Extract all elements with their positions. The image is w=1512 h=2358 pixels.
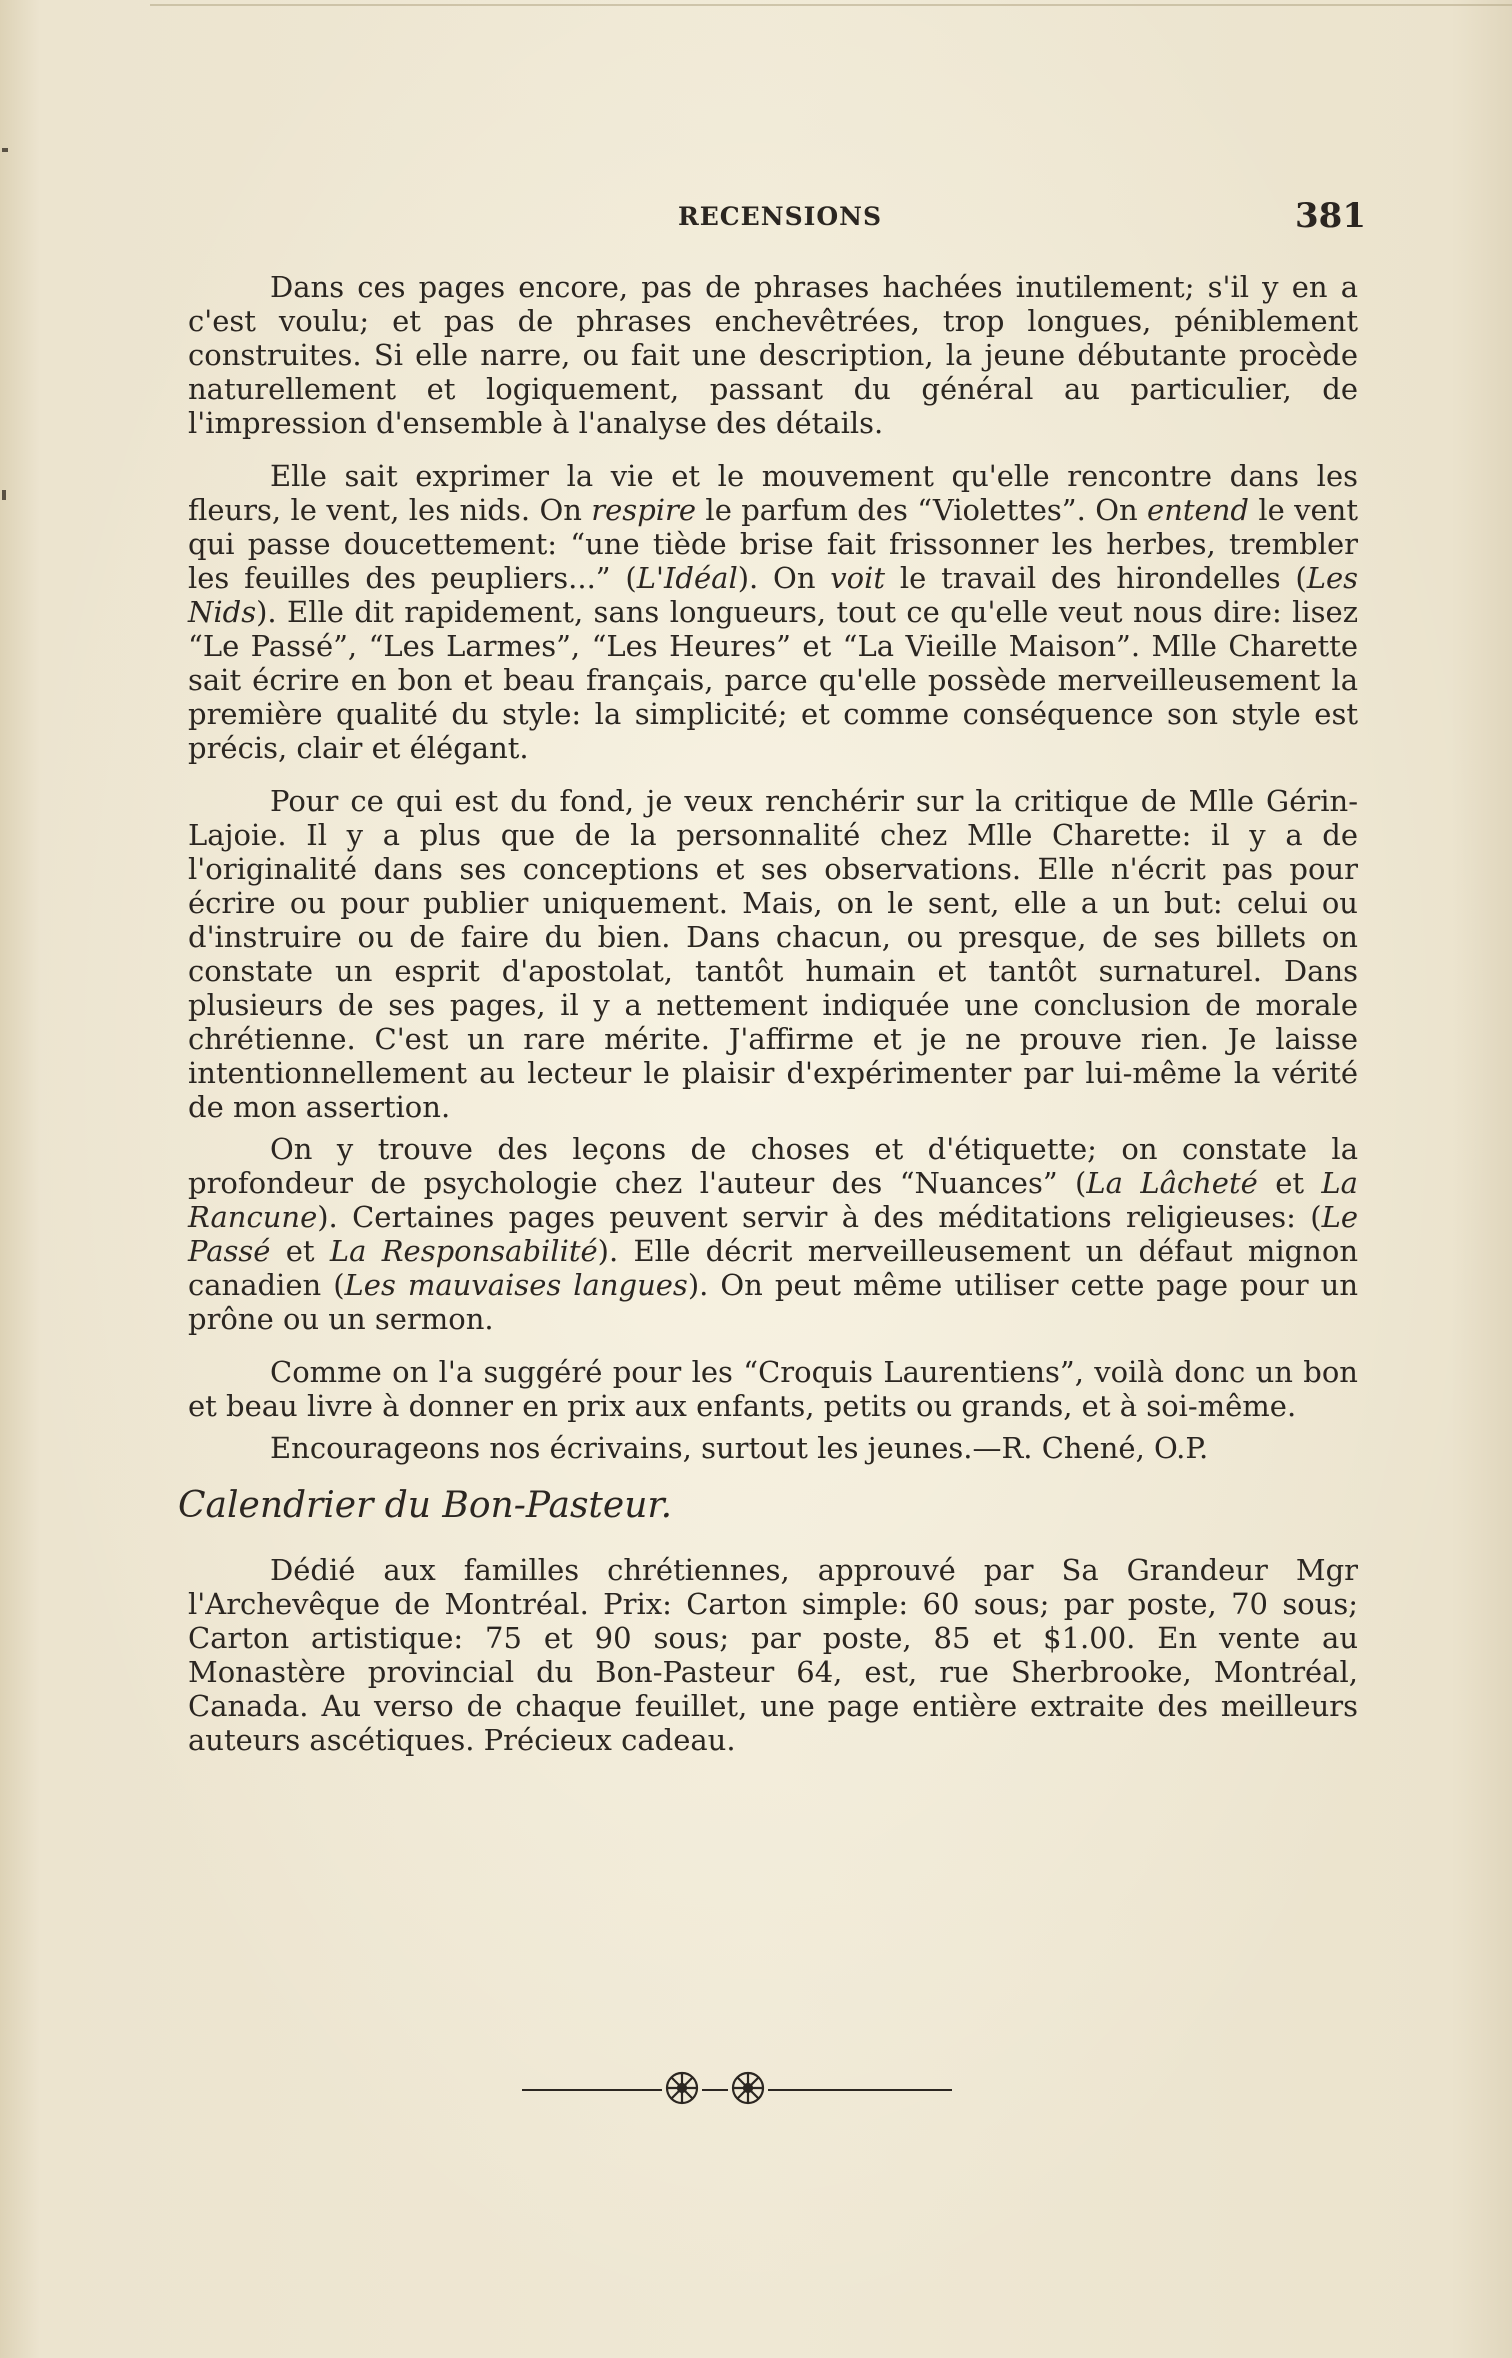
text-run: ). On xyxy=(737,561,831,595)
text-run: ). Elle dit rapidement, sans longueurs, tout ce qu'elle veut nous dire: lisez “Le Passé”, “Les Larmes”, “Les Heures” et “La Vieille Maison”. Mlle Charette sait écrire en bon et beau français, parce qu'elle possède merveilleusement la première qualité du style: la simplicité; et comme conséquence son style est précis, clair et élégant. xyxy=(188,595,1358,765)
signature-line xyxy=(188,1431,1358,1465)
italic-title: L'Idéal xyxy=(636,561,738,595)
ornament-line xyxy=(702,2089,728,2091)
text-run: ). Certaines pages peuvent servir à des méditations religieuses: ( xyxy=(317,1200,1322,1234)
review-paragraphs xyxy=(188,270,1358,1465)
text-run: le travail des hirondelles ( xyxy=(885,561,1307,595)
review-paragraph xyxy=(188,1355,1358,1423)
page-number: 381 xyxy=(1295,196,1366,236)
review-paragraph xyxy=(188,784,1358,1124)
edge-mark xyxy=(2,148,8,152)
section-paragraph: Dédié aux familles chrétiennes, approuvé par Sa Grandeur Mgr l'Archevêque de Montréal. Prix: Carton simple: 60 sous; par poste, 70 sous; Carton artistique: 75 et 90 sous; par poste, 85 et $1.00. En vente au Monastère provincial du Bon-Pasteur 64, est, rue Sherbrooke, Montréal, Canada. Au verso de chaque feuillet, une page entière extraite des meilleurs auteurs ascétiques. Précieux cadeau. xyxy=(188,1553,1358,1757)
review-paragraph xyxy=(188,270,1358,440)
text-run: et xyxy=(270,1234,330,1268)
edge-mark xyxy=(2,490,6,500)
ornament-line xyxy=(522,2089,662,2091)
italic-title: entend xyxy=(1147,493,1249,527)
text-run: Encourageons nos écrivains, surtout les jeunes.—R. Chené, O.P. xyxy=(270,1431,1209,1465)
text-run: et xyxy=(1257,1166,1322,1200)
italic-title: Les Nids xyxy=(188,561,1358,629)
section-title: Calendrier du Bon-Pasteur. xyxy=(178,1485,673,1526)
text-run: Elle sait exprimer la vie et le mouvement qu'elle rencontre dans les fleurs, le vent, les nids. On xyxy=(188,459,1358,527)
italic-title: voit xyxy=(830,561,886,595)
italic-title: La Rancune xyxy=(188,1166,1358,1234)
page-header xyxy=(190,196,1370,236)
review-body xyxy=(178,270,1359,1757)
ornament-line xyxy=(768,2089,952,2091)
text-run: ). On peut même utiliser cette page pour un prône ou un sermon. xyxy=(188,1268,1358,1336)
closing-ornament xyxy=(512,2070,962,2110)
text-run: Comme on l'a suggéré pour les “Croquis Laurentiens”, voilà donc un bon et beau livre à donner en prix aux enfants, petits ou grands, et à soi-même. xyxy=(188,1355,1358,1423)
italic-title: La Responsabilité xyxy=(329,1234,598,1268)
flower-ornament-icon xyxy=(728,2068,768,2112)
text-run: le vent qui passe doucettement: “une tiède brise fait frissonner les herbes, trembler les feuilles des peupliers...” ( xyxy=(188,493,1359,595)
text-run: ). Elle décrit merveilleusement un défaut mignon canadien ( xyxy=(188,1234,1358,1302)
review-paragraph xyxy=(188,459,1358,765)
italic-title: La Lâcheté xyxy=(1086,1166,1258,1200)
text-run: Dans ces pages encore, pas de phrases hachées inutilement; s'il y en a c'est voulu; et pas de phrases enchevêtrées, trop longues, péniblement construites. Si elle narre, ou fait une description, la jeune débutante procède naturellement et logiquement, passant du général au particulier, de l'impression d'ensemble à l'analyse des détails. xyxy=(188,270,1358,440)
text-run: le parfum des “Violettes”. On xyxy=(696,493,1148,527)
running-head: RECENSIONS xyxy=(677,202,883,231)
italic-title: Les mauvaises langues xyxy=(344,1268,688,1302)
italic-title: respire xyxy=(591,493,697,527)
top-edge-rule xyxy=(150,4,1512,6)
italic-title: Le Passé xyxy=(188,1200,1358,1268)
review-paragraph xyxy=(188,1132,1358,1336)
flower-ornament-icon xyxy=(662,2068,702,2112)
text-run: Pour ce qui est du fond, je veux renchérir sur la critique de Mlle Gérin-Lajoie. Il y a plus que de la personnalité chez Mlle Charette: il y a de l'originalité dans ses conceptions et ses observations. Elle n'écrit pas pour écrire ou pour publier uniquement. Mais, on le sent, elle a un but: celui ou d'instruire ou de faire du bien. Dans chacun, ou presque, de ses billets on constate un esprit d'apostolat, tantôt humain et tantôt surnaturel. Dans plusieurs de ses pages, il y a nettement indiquée une conclusion de morale chrétienne. C'est un rare mérite. J'affirme et je ne prouve rien. Je laisse intentionnellement au lecteur le plaisir d'expérimenter par lui-même la vérité de mon assertion. xyxy=(188,784,1358,1124)
text-run: On y trouve des leçons de choses et d'étiquette; on constate la profondeur de psychologie chez l'auteur des “Nuances” ( xyxy=(188,1132,1358,1200)
